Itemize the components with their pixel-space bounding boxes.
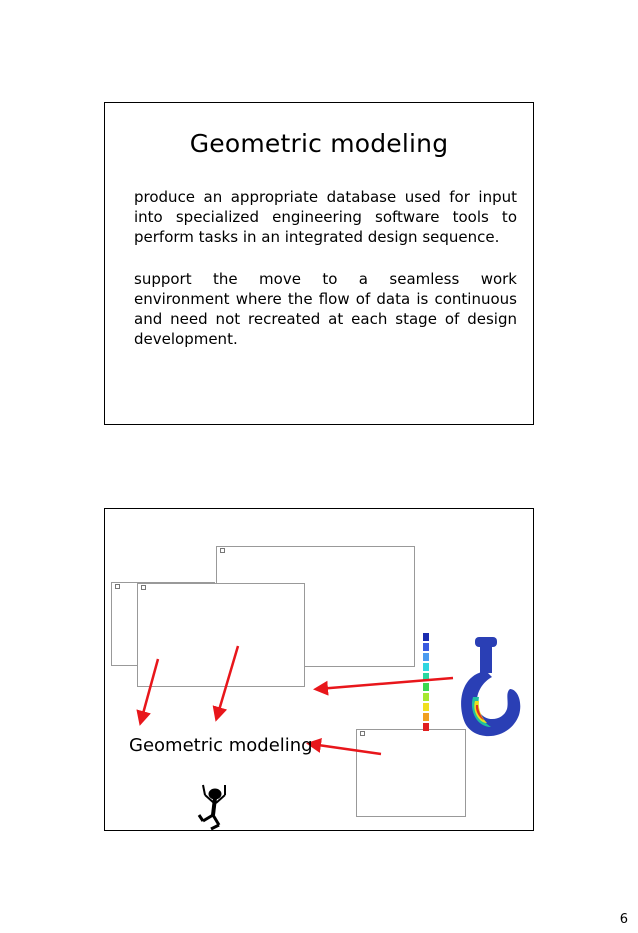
slide-1 xyxy=(104,102,534,425)
arrows-overlay xyxy=(105,509,535,832)
page-number: 6 xyxy=(619,912,628,927)
slide-2 xyxy=(104,508,534,831)
geometric-modeling-label: Geometric modeling xyxy=(129,735,313,756)
slide-title: Geometric modeling xyxy=(189,129,449,158)
paragraph-2: support the move to a seamless work environment where the flow of data is continuous and need not recreated at each stage of design development. xyxy=(134,270,517,348)
stick-figure-image xyxy=(193,781,233,831)
paragraph-1: produce an appropriate database used for input into specialized engineering software tools to perform tasks in an integrated design sequence. xyxy=(134,188,517,246)
